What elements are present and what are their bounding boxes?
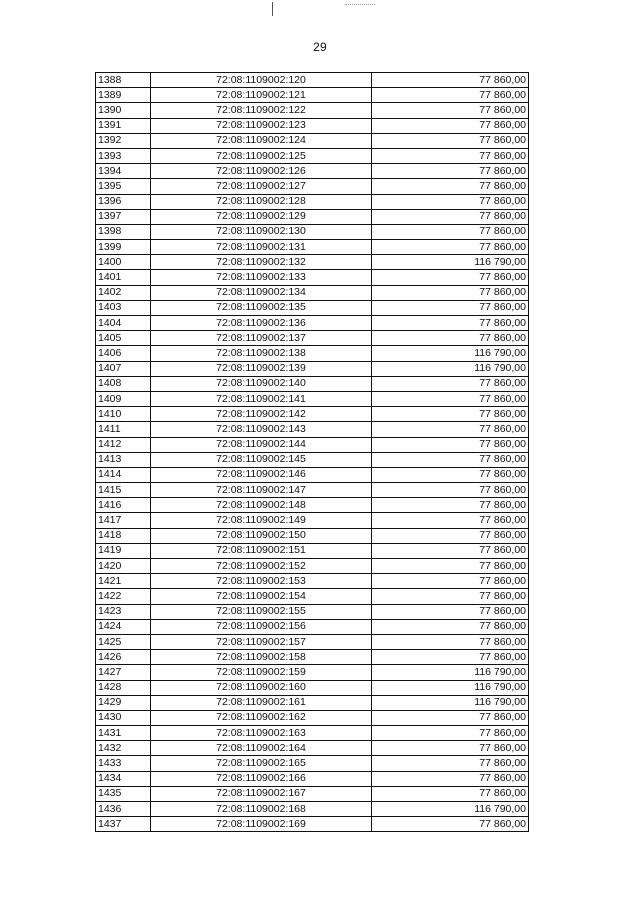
cadastral-number-cell: 72:08:1109002:139 — [151, 361, 372, 376]
table-row — [96, 726, 529, 741]
cadastral-value-cell: 77 860,00 — [372, 817, 529, 832]
row-number-cell: 1408 — [96, 376, 151, 391]
table-row — [96, 802, 529, 817]
cadastral-value-cell: 77 860,00 — [372, 133, 529, 148]
cadastral-number-cell: 72:08:1109002:147 — [151, 483, 372, 498]
table-row — [96, 148, 529, 163]
row-number-cell: 1390 — [96, 103, 151, 118]
cadastral-number-cell: 72:08:1109002:130 — [151, 224, 372, 239]
table-row — [96, 407, 529, 422]
table-row — [96, 619, 529, 634]
row-number-cell: 1399 — [96, 240, 151, 255]
table-row — [96, 741, 529, 756]
table-row — [96, 179, 529, 194]
cadastral-value-cell: 77 860,00 — [372, 589, 529, 604]
cadastral-value-cell: 77 860,00 — [372, 270, 529, 285]
cadastral-number-cell: 72:08:1109002:153 — [151, 574, 372, 589]
row-number-cell: 1391 — [96, 118, 151, 133]
row-number-cell: 1406 — [96, 346, 151, 361]
cadastral-number-cell: 72:08:1109002:132 — [151, 255, 372, 270]
table-row — [96, 771, 529, 786]
cadastral-value-cell: 77 860,00 — [372, 240, 529, 255]
table-row — [96, 240, 529, 255]
cadastral-value-cell: 116 790,00 — [372, 361, 529, 376]
cadastral-number-cell: 72:08:1109002:121 — [151, 88, 372, 103]
cadastral-value-cell: 77 860,00 — [372, 756, 529, 771]
cadastral-value-cell: 77 860,00 — [372, 771, 529, 786]
table-row — [96, 604, 529, 619]
row-number-cell: 1434 — [96, 771, 151, 786]
table-row — [96, 194, 529, 209]
table-row — [96, 634, 529, 649]
table-row — [96, 498, 529, 513]
cadastral-number-cell: 72:08:1109002:163 — [151, 726, 372, 741]
cadastral-value-cell: 77 860,00 — [372, 786, 529, 801]
table-row — [96, 376, 529, 391]
table-row — [96, 817, 529, 832]
row-number-cell: 1422 — [96, 589, 151, 604]
table-row — [96, 680, 529, 695]
cadastral-value-cell: 77 860,00 — [372, 650, 529, 665]
cadastral-value-cell: 116 790,00 — [372, 255, 529, 270]
table-row — [96, 513, 529, 528]
row-number-cell: 1402 — [96, 285, 151, 300]
cadastral-number-cell: 72:08:1109002:160 — [151, 680, 372, 695]
row-number-cell: 1405 — [96, 331, 151, 346]
table-row — [96, 164, 529, 179]
row-number-cell: 1432 — [96, 741, 151, 756]
cadastral-value-cell: 77 860,00 — [372, 88, 529, 103]
cadastral-number-cell: 72:08:1109002:142 — [151, 407, 372, 422]
row-number-cell: 1410 — [96, 407, 151, 422]
cadastral-value-cell: 77 860,00 — [372, 437, 529, 452]
cadastral-value-cell: 77 860,00 — [372, 316, 529, 331]
cadastral-value-cell: 77 860,00 — [372, 407, 529, 422]
cadastral-value-cell: 116 790,00 — [372, 346, 529, 361]
row-number-cell: 1413 — [96, 452, 151, 467]
cadastral-value-cell: 77 860,00 — [372, 741, 529, 756]
cadastral-value-cell: 77 860,00 — [372, 331, 529, 346]
cadastral-number-cell: 72:08:1109002:135 — [151, 300, 372, 315]
row-number-cell: 1392 — [96, 133, 151, 148]
row-number-cell: 1403 — [96, 300, 151, 315]
row-number-cell: 1429 — [96, 695, 151, 710]
table-row — [96, 209, 529, 224]
cadastral-value-cell: 77 860,00 — [372, 179, 529, 194]
cadastral-number-cell: 72:08:1109002:120 — [151, 73, 372, 88]
cadastral-value-cell: 77 860,00 — [372, 543, 529, 558]
cadastral-number-cell: 72:08:1109002:144 — [151, 437, 372, 452]
row-number-cell: 1400 — [96, 255, 151, 270]
cadastral-number-cell: 72:08:1109002:125 — [151, 148, 372, 163]
row-number-cell: 1395 — [96, 179, 151, 194]
table-row — [96, 483, 529, 498]
cadastral-value-cell: 77 860,00 — [372, 118, 529, 133]
cadastral-number-cell: 72:08:1109002:143 — [151, 422, 372, 437]
scan-artifact-mark — [272, 2, 273, 16]
table-row — [96, 73, 529, 88]
row-number-cell: 1404 — [96, 316, 151, 331]
table-row — [96, 285, 529, 300]
table-row — [96, 710, 529, 725]
row-number-cell: 1437 — [96, 817, 151, 832]
table-row — [96, 543, 529, 558]
cadastral-value-cell: 77 860,00 — [372, 528, 529, 543]
cadastral-number-cell: 72:08:1109002:128 — [151, 194, 372, 209]
cadastral-number-cell: 72:08:1109002:169 — [151, 817, 372, 832]
cadastral-value-cell: 77 860,00 — [372, 209, 529, 224]
table-row — [96, 756, 529, 771]
cadastral-number-cell: 72:08:1109002:168 — [151, 802, 372, 817]
cadastral-number-cell: 72:08:1109002:126 — [151, 164, 372, 179]
table-row — [96, 467, 529, 482]
row-number-cell: 1409 — [96, 391, 151, 406]
cadastral-value-cell: 77 860,00 — [372, 498, 529, 513]
cadastral-value-cell: 77 860,00 — [372, 483, 529, 498]
cadastral-number-cell: 72:08:1109002:136 — [151, 316, 372, 331]
table-body — [96, 73, 529, 832]
cadastre-value-table — [95, 72, 529, 832]
cadastral-value-cell: 116 790,00 — [372, 695, 529, 710]
row-number-cell: 1430 — [96, 710, 151, 725]
row-number-cell: 1411 — [96, 422, 151, 437]
cadastral-number-cell: 72:08:1109002:151 — [151, 543, 372, 558]
row-number-cell: 1393 — [96, 148, 151, 163]
cadastral-value-cell: 77 860,00 — [372, 391, 529, 406]
row-number-cell: 1407 — [96, 361, 151, 376]
cadastral-number-cell: 72:08:1109002:127 — [151, 179, 372, 194]
row-number-cell: 1397 — [96, 209, 151, 224]
row-number-cell: 1415 — [96, 483, 151, 498]
cadastral-value-cell: 77 860,00 — [372, 726, 529, 741]
table-row — [96, 331, 529, 346]
row-number-cell: 1394 — [96, 164, 151, 179]
scan-artifact-dots — [345, 4, 375, 9]
table-row — [96, 589, 529, 604]
cadastral-value-cell: 77 860,00 — [372, 224, 529, 239]
cadastral-number-cell: 72:08:1109002:167 — [151, 786, 372, 801]
row-number-cell: 1420 — [96, 559, 151, 574]
row-number-cell: 1416 — [96, 498, 151, 513]
cadastral-value-cell: 77 860,00 — [372, 619, 529, 634]
cadastral-value-cell: 77 860,00 — [372, 513, 529, 528]
row-number-cell: 1436 — [96, 802, 151, 817]
cadastral-number-cell: 72:08:1109002:123 — [151, 118, 372, 133]
cadastral-value-cell: 116 790,00 — [372, 665, 529, 680]
cadastral-number-cell: 72:08:1109002:161 — [151, 695, 372, 710]
cadastral-value-cell: 77 860,00 — [372, 467, 529, 482]
table-row — [96, 88, 529, 103]
table-row — [96, 133, 529, 148]
cadastral-number-cell: 72:08:1109002:159 — [151, 665, 372, 680]
cadastral-number-cell: 72:08:1109002:134 — [151, 285, 372, 300]
cadastral-number-cell: 72:08:1109002:166 — [151, 771, 372, 786]
cadastral-number-cell: 72:08:1109002:165 — [151, 756, 372, 771]
cadastral-number-cell: 72:08:1109002:124 — [151, 133, 372, 148]
row-number-cell: 1401 — [96, 270, 151, 285]
row-number-cell: 1417 — [96, 513, 151, 528]
cadastral-number-cell: 72:08:1109002:138 — [151, 346, 372, 361]
cadastral-number-cell: 72:08:1109002:149 — [151, 513, 372, 528]
row-number-cell: 1428 — [96, 680, 151, 695]
row-number-cell: 1427 — [96, 665, 151, 680]
cadastral-number-cell: 72:08:1109002:155 — [151, 604, 372, 619]
cadastral-number-cell: 72:08:1109002:122 — [151, 103, 372, 118]
table-row — [96, 118, 529, 133]
cadastral-number-cell: 72:08:1109002:140 — [151, 376, 372, 391]
cadastral-number-cell: 72:08:1109002:164 — [151, 741, 372, 756]
row-number-cell: 1389 — [96, 88, 151, 103]
table-row — [96, 574, 529, 589]
cadastral-value-cell: 77 860,00 — [372, 634, 529, 649]
cadastral-number-cell: 72:08:1109002:129 — [151, 209, 372, 224]
table-row — [96, 528, 529, 543]
cadastral-value-cell: 77 860,00 — [372, 164, 529, 179]
row-number-cell: 1425 — [96, 634, 151, 649]
table-row — [96, 361, 529, 376]
table-row — [96, 695, 529, 710]
cadastral-number-cell: 72:08:1109002:145 — [151, 452, 372, 467]
cadastral-value-cell: 77 860,00 — [372, 73, 529, 88]
table-row — [96, 422, 529, 437]
cadastral-value-cell: 77 860,00 — [372, 103, 529, 118]
cadastral-value-cell: 116 790,00 — [372, 802, 529, 817]
table-row — [96, 270, 529, 285]
cadastral-number-cell: 72:08:1109002:146 — [151, 467, 372, 482]
cadastral-number-cell: 72:08:1109002:148 — [151, 498, 372, 513]
row-number-cell: 1418 — [96, 528, 151, 543]
page-number: 29 — [313, 40, 327, 54]
row-number-cell: 1412 — [96, 437, 151, 452]
cadastral-number-cell: 72:08:1109002:158 — [151, 650, 372, 665]
table-row — [96, 103, 529, 118]
cadastral-value-cell: 77 860,00 — [372, 559, 529, 574]
row-number-cell: 1431 — [96, 726, 151, 741]
table-row — [96, 255, 529, 270]
cadastral-value-cell: 77 860,00 — [372, 285, 529, 300]
cadastral-number-cell: 72:08:1109002:162 — [151, 710, 372, 725]
table-row — [96, 391, 529, 406]
row-number-cell: 1414 — [96, 467, 151, 482]
table-row — [96, 650, 529, 665]
table-row — [96, 559, 529, 574]
row-number-cell: 1398 — [96, 224, 151, 239]
row-number-cell: 1424 — [96, 619, 151, 634]
row-number-cell: 1388 — [96, 73, 151, 88]
cadastral-number-cell: 72:08:1109002:137 — [151, 331, 372, 346]
cadastral-number-cell: 72:08:1109002:141 — [151, 391, 372, 406]
cadastral-value-cell: 77 860,00 — [372, 376, 529, 391]
cadastral-value-cell: 77 860,00 — [372, 574, 529, 589]
cadastral-number-cell: 72:08:1109002:156 — [151, 619, 372, 634]
row-number-cell: 1426 — [96, 650, 151, 665]
table-row — [96, 300, 529, 315]
table-row — [96, 437, 529, 452]
row-number-cell: 1421 — [96, 574, 151, 589]
row-number-cell: 1396 — [96, 194, 151, 209]
row-number-cell: 1435 — [96, 786, 151, 801]
table-row — [96, 346, 529, 361]
cadastral-value-cell: 77 860,00 — [372, 452, 529, 467]
cadastral-value-cell: 77 860,00 — [372, 710, 529, 725]
table-row — [96, 786, 529, 801]
cadastral-number-cell: 72:08:1109002:133 — [151, 270, 372, 285]
cadastral-number-cell: 72:08:1109002:152 — [151, 559, 372, 574]
table-row — [96, 665, 529, 680]
row-number-cell: 1433 — [96, 756, 151, 771]
table-row — [96, 224, 529, 239]
table-row — [96, 452, 529, 467]
table-row — [96, 316, 529, 331]
cadastral-value-cell: 77 860,00 — [372, 300, 529, 315]
cadastral-value-cell: 77 860,00 — [372, 148, 529, 163]
cadastral-number-cell: 72:08:1109002:154 — [151, 589, 372, 604]
cadastral-value-cell: 77 860,00 — [372, 194, 529, 209]
row-number-cell: 1419 — [96, 543, 151, 558]
row-number-cell: 1423 — [96, 604, 151, 619]
cadastral-value-cell: 77 860,00 — [372, 422, 529, 437]
cadastral-value-cell: 116 790,00 — [372, 680, 529, 695]
cadastral-number-cell: 72:08:1109002:131 — [151, 240, 372, 255]
cadastral-number-cell: 72:08:1109002:150 — [151, 528, 372, 543]
cadastral-value-cell: 77 860,00 — [372, 604, 529, 619]
cadastral-number-cell: 72:08:1109002:157 — [151, 634, 372, 649]
